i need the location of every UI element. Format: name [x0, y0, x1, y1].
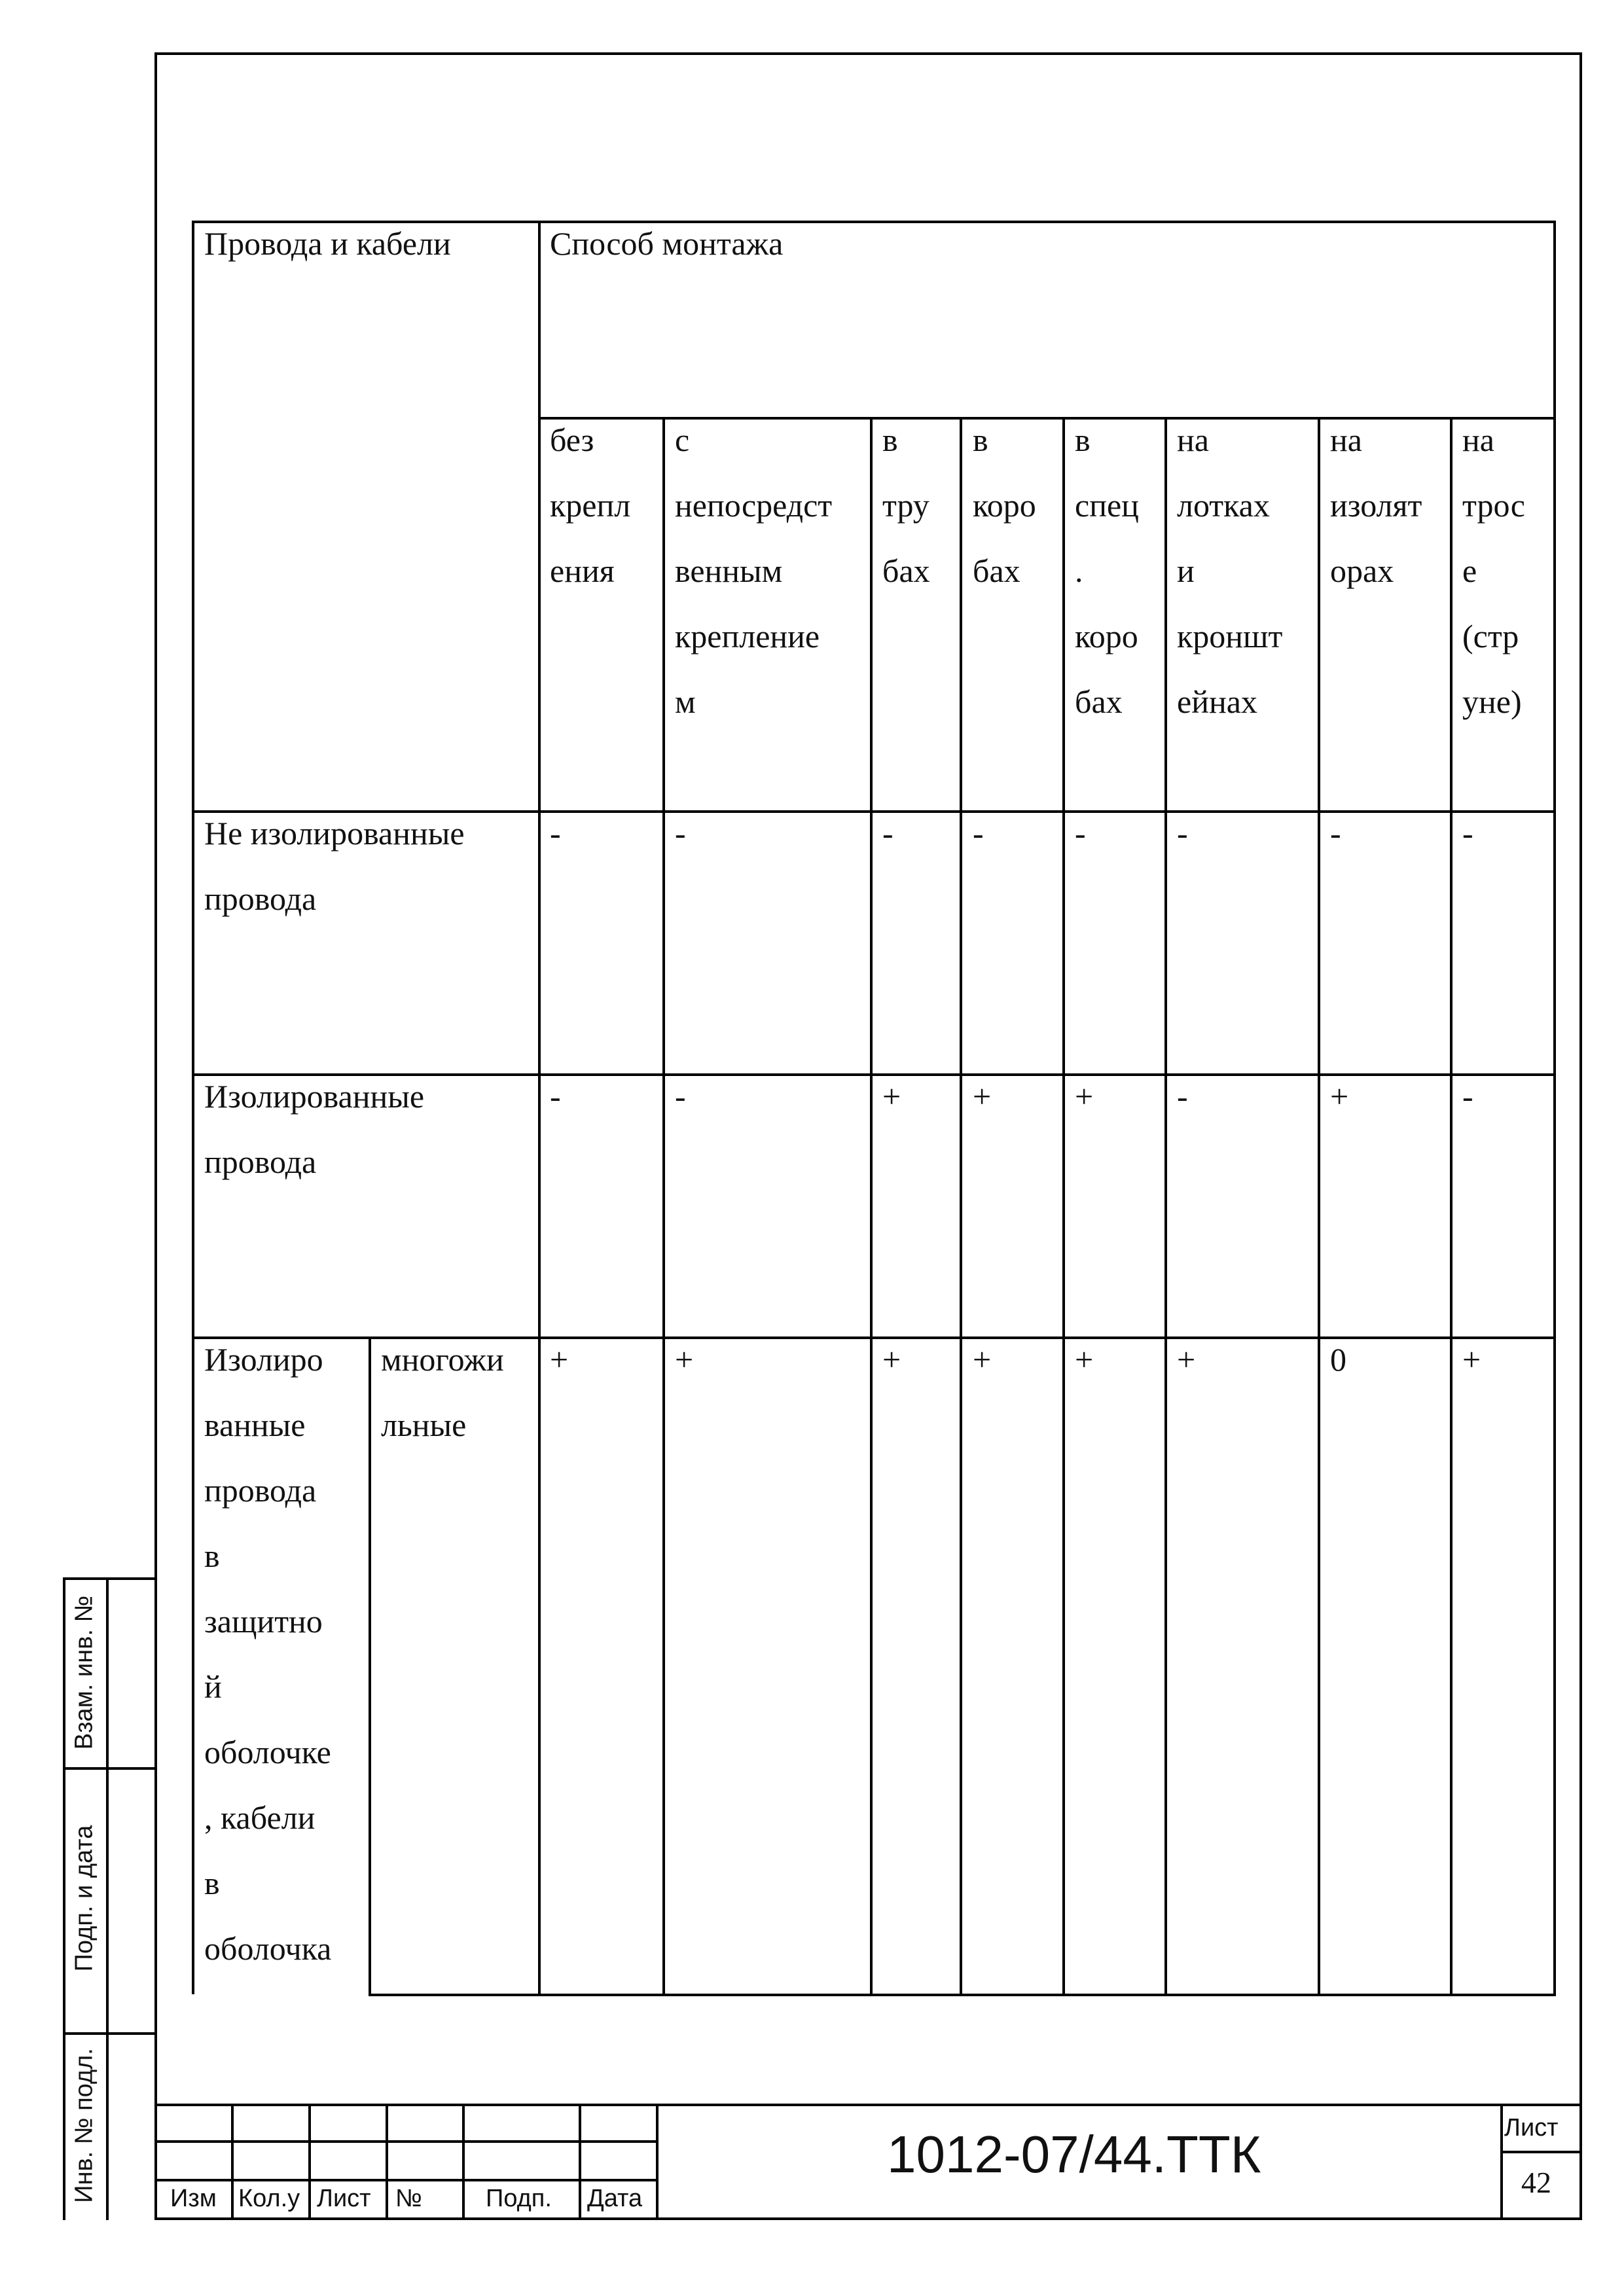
cell: + — [675, 1341, 694, 1378]
row-sub-label: многожи льные — [381, 1341, 504, 1443]
title-col-num: № — [395, 2185, 422, 2212]
title-col-list: Лист — [317, 2185, 371, 2212]
cell: + — [1177, 1341, 1196, 1378]
row-label-1: Не изолированные провода — [204, 815, 465, 917]
document-number: 1012-07/44.ТТК — [887, 2125, 1261, 2183]
cell: - — [973, 815, 984, 852]
cell: - — [1177, 815, 1188, 852]
cell: - — [1462, 815, 1473, 852]
cell: - — [675, 1078, 686, 1115]
sheet-number: 42 — [1521, 2166, 1551, 2199]
cell: + — [973, 1078, 992, 1115]
cell: + — [1330, 1078, 1349, 1115]
title-col-podp: Подп. — [486, 2185, 552, 2212]
sheet-label: Лист — [1504, 2114, 1559, 2142]
title-col-date: Дата — [587, 2185, 643, 2212]
cell: - — [882, 815, 893, 852]
method-header-3: в тру бах — [882, 422, 930, 589]
title-col-izm: Изм — [170, 2185, 217, 2212]
side-stamp-podp-label: Подп. и дата — [70, 1825, 98, 1972]
cell: - — [1462, 1078, 1473, 1115]
cell: - — [1177, 1078, 1188, 1115]
row-label-3: Изолиро ванные провода в защитно й оболочке , кабели в оболочка — [204, 1341, 332, 1967]
method-header-7: на изолят орах — [1330, 422, 1422, 589]
cell: - — [675, 815, 686, 852]
cell: + — [882, 1078, 901, 1115]
method-header-1: без крепл ения — [550, 422, 631, 589]
header-installation-method: Способ монтажа — [550, 225, 784, 262]
cell: + — [973, 1341, 992, 1378]
method-header-5: в спец . коро бах — [1075, 422, 1139, 720]
method-header-8: на трос е (стр уне) — [1462, 422, 1525, 720]
cell: - — [550, 1078, 561, 1115]
cell: - — [550, 815, 561, 852]
header-wires-cables: Провода и кабели — [204, 225, 451, 262]
cell: - — [1330, 815, 1341, 852]
method-header-4: в коро бах — [973, 422, 1036, 589]
row-label-2: Изолированные провода — [204, 1078, 425, 1180]
side-stamp-vzam-label: Взам. инв. № — [70, 1595, 98, 1750]
cell: 0 — [1330, 1341, 1346, 1378]
cell: + — [1462, 1341, 1481, 1378]
title-col-kol: Кол.у — [238, 2185, 300, 2212]
cell: + — [882, 1341, 901, 1378]
cell: + — [1075, 1341, 1094, 1378]
cell: - — [1075, 815, 1086, 852]
method-header-6: на лотках и кроншт ейнах — [1177, 422, 1283, 720]
cell: + — [550, 1341, 569, 1378]
method-header-2: с непосредст венным крепление м — [675, 422, 833, 720]
side-stamp-inv-label: Инв. № подл. — [70, 2048, 98, 2203]
cell: + — [1075, 1078, 1094, 1115]
